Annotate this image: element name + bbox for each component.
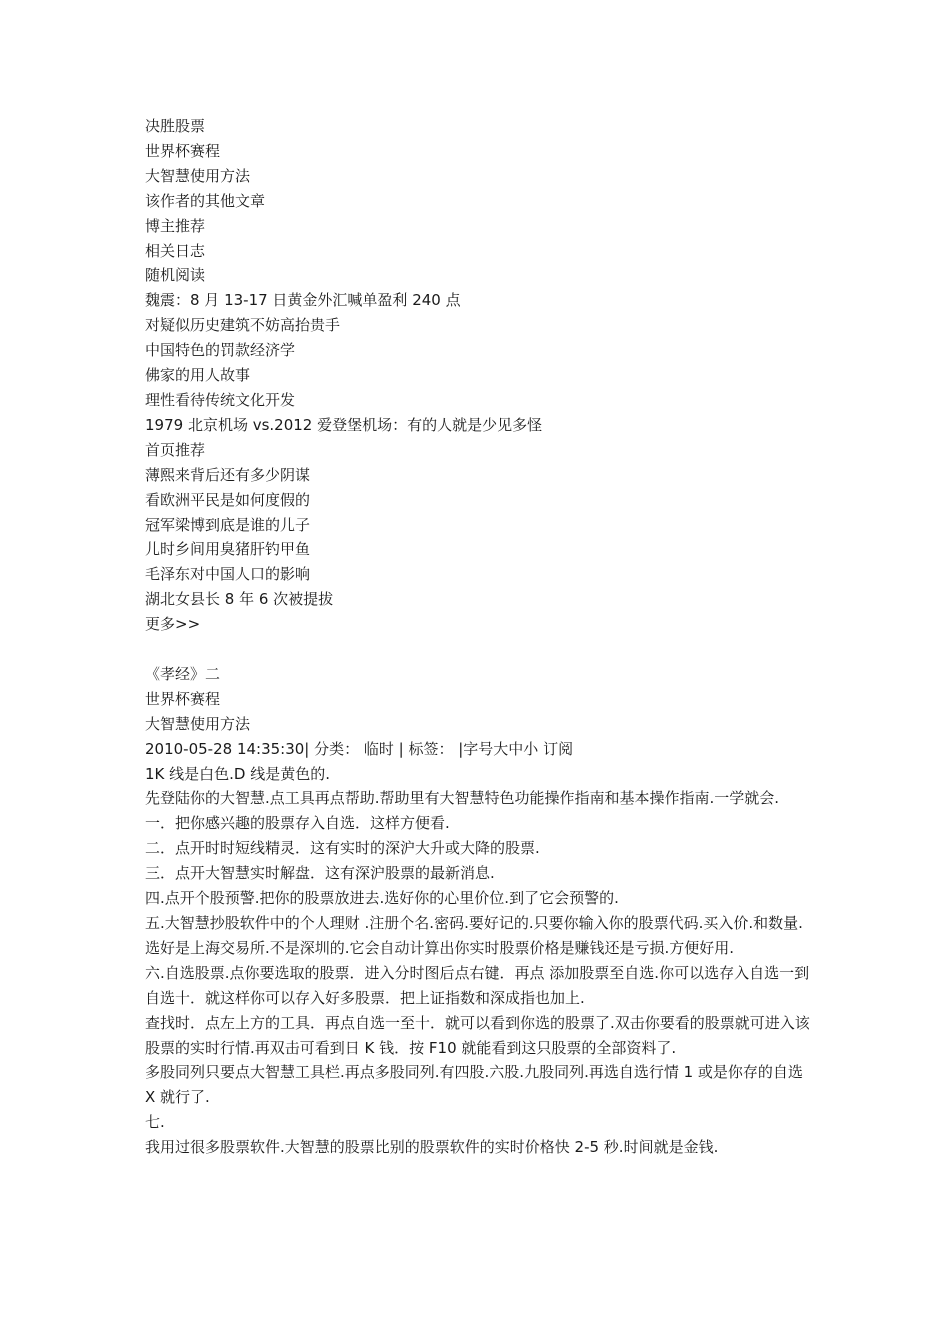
list-item-link[interactable]: 毛泽东对中国人口的影响	[145, 565, 311, 584]
link-dzh-usage[interactable]: 大智慧使用方法	[145, 166, 251, 185]
section-heading-home-recommend: 首页推荐	[145, 440, 206, 459]
section-heading-related-logs: 相关日志	[145, 241, 206, 260]
article-paragraph: 一．把你感兴趣的股票存入自选．这样方便看.	[145, 814, 450, 833]
list-item-link[interactable]: 魏震：8 月 13-17 日黄金外汇喊单盈利 240 点	[145, 291, 461, 310]
list-item-link[interactable]: 冠军梁博到底是谁的儿子	[145, 515, 311, 534]
list-item-link[interactable]: 1979 北京机场 vs.2012 爱登堡机场：有的人就是少见多怪	[145, 415, 543, 434]
article-paragraph: 三．点开大智慧实时解盘．这有深沪股票的最新消息.	[145, 864, 495, 883]
list-item-link[interactable]: 佛家的用人故事	[145, 366, 251, 385]
article-title: 《孝经》二	[145, 664, 221, 683]
article-paragraph: 七.	[145, 1113, 165, 1132]
article-paragraph: 五.大智慧抄股软件中的个人理财 .注册个名.密码.要好记的.只要你输入你的股票代码.买入价.和数量.选好是上海交易所.不是深圳的.它会自动计算出你实时股票价格是赚钱还是亏损.方便好用.	[145, 913, 803, 957]
article	[145, 662, 813, 1160]
spacer	[145, 637, 813, 662]
link-jue-sheng-gu-piao[interactable]: 决胜股票	[145, 117, 206, 135]
article-paragraph: 我用过很多股票软件.大智慧的股票比别的股票软件的实时价格快 2-5 秒.时间就是金钱.	[145, 1138, 719, 1157]
list-item-link[interactable]: 对疑似历史建筑不妨高抬贵手	[145, 316, 341, 335]
section-heading-author-articles: 该作者的其他文章	[145, 191, 266, 210]
link-world-cup-schedule[interactable]: 世界杯赛程	[145, 141, 221, 160]
list-item-link[interactable]: 儿时乡间用臭猪肝钓甲鱼	[145, 540, 311, 559]
list-item-link[interactable]: 看欧洲平民是如何度假的	[145, 490, 311, 509]
article-paragraph: 二．点开时时短线精灵．这有实时的深沪大升或大降的股票.	[145, 839, 540, 858]
list-item-link[interactable]: 薄熙来背后还有多少阴谋	[145, 465, 311, 484]
link-world-cup-schedule[interactable]: 世界杯赛程	[145, 689, 221, 708]
article-paragraph: 先登陆你的大智慧.点工具再点帮助.帮助里有大智慧特色功能操作指南和基本操作指南.一学就会.	[145, 789, 780, 808]
article-paragraph: 查找时．点左上方的工具．再点自选一至十．就可以看到你选的股票了.双击你要看的股票就可进入该股票的实时行情.再双击可看到日 K 钱．按 F10 就能看到这只股票的全部资料了.	[145, 1013, 810, 1057]
list-item-link[interactable]: 湖北女县长 8 年 6 次被提拔	[145, 590, 334, 609]
article-paragraph: 多股同列只要点大智慧工具栏.再点多股同列.有四股.六股.九股同列.再选自选行情 1 或是你存的自选 X 就行了.	[145, 1063, 803, 1107]
list-item-link[interactable]: 理性看待传统文化开发	[145, 390, 296, 409]
section-heading-blogger-recommend: 博主推荐	[145, 216, 206, 235]
article-paragraph: 六.自选股票.点你要选取的股票．进入分时图后点右键．再点 添加股票至自选.你可以选存入自选一到自选十．就这样你可以存入好多股票．把上证指数和深成指也加上.	[145, 963, 810, 1007]
article-paragraph: 四.点开个股预警.把你的股票放进去.选好你的心里价位.到了它会预警的.	[145, 889, 619, 908]
article-meta: 2010-05-28 14:35:30| 分类： 临时 | 标签： |字号大中小 订阅	[145, 739, 574, 758]
link-dzh-usage[interactable]: 大智慧使用方法	[145, 714, 251, 733]
article-paragraph: 1K 线是白色.D 线是黄色的.	[145, 764, 331, 783]
sidebar-links	[145, 114, 813, 637]
document-page	[145, 114, 813, 1160]
list-item-link[interactable]: 中国特色的罚款经济学	[145, 341, 296, 360]
more-link[interactable]: 更多>>	[145, 615, 201, 634]
section-heading-random-read: 随机阅读	[145, 266, 206, 285]
